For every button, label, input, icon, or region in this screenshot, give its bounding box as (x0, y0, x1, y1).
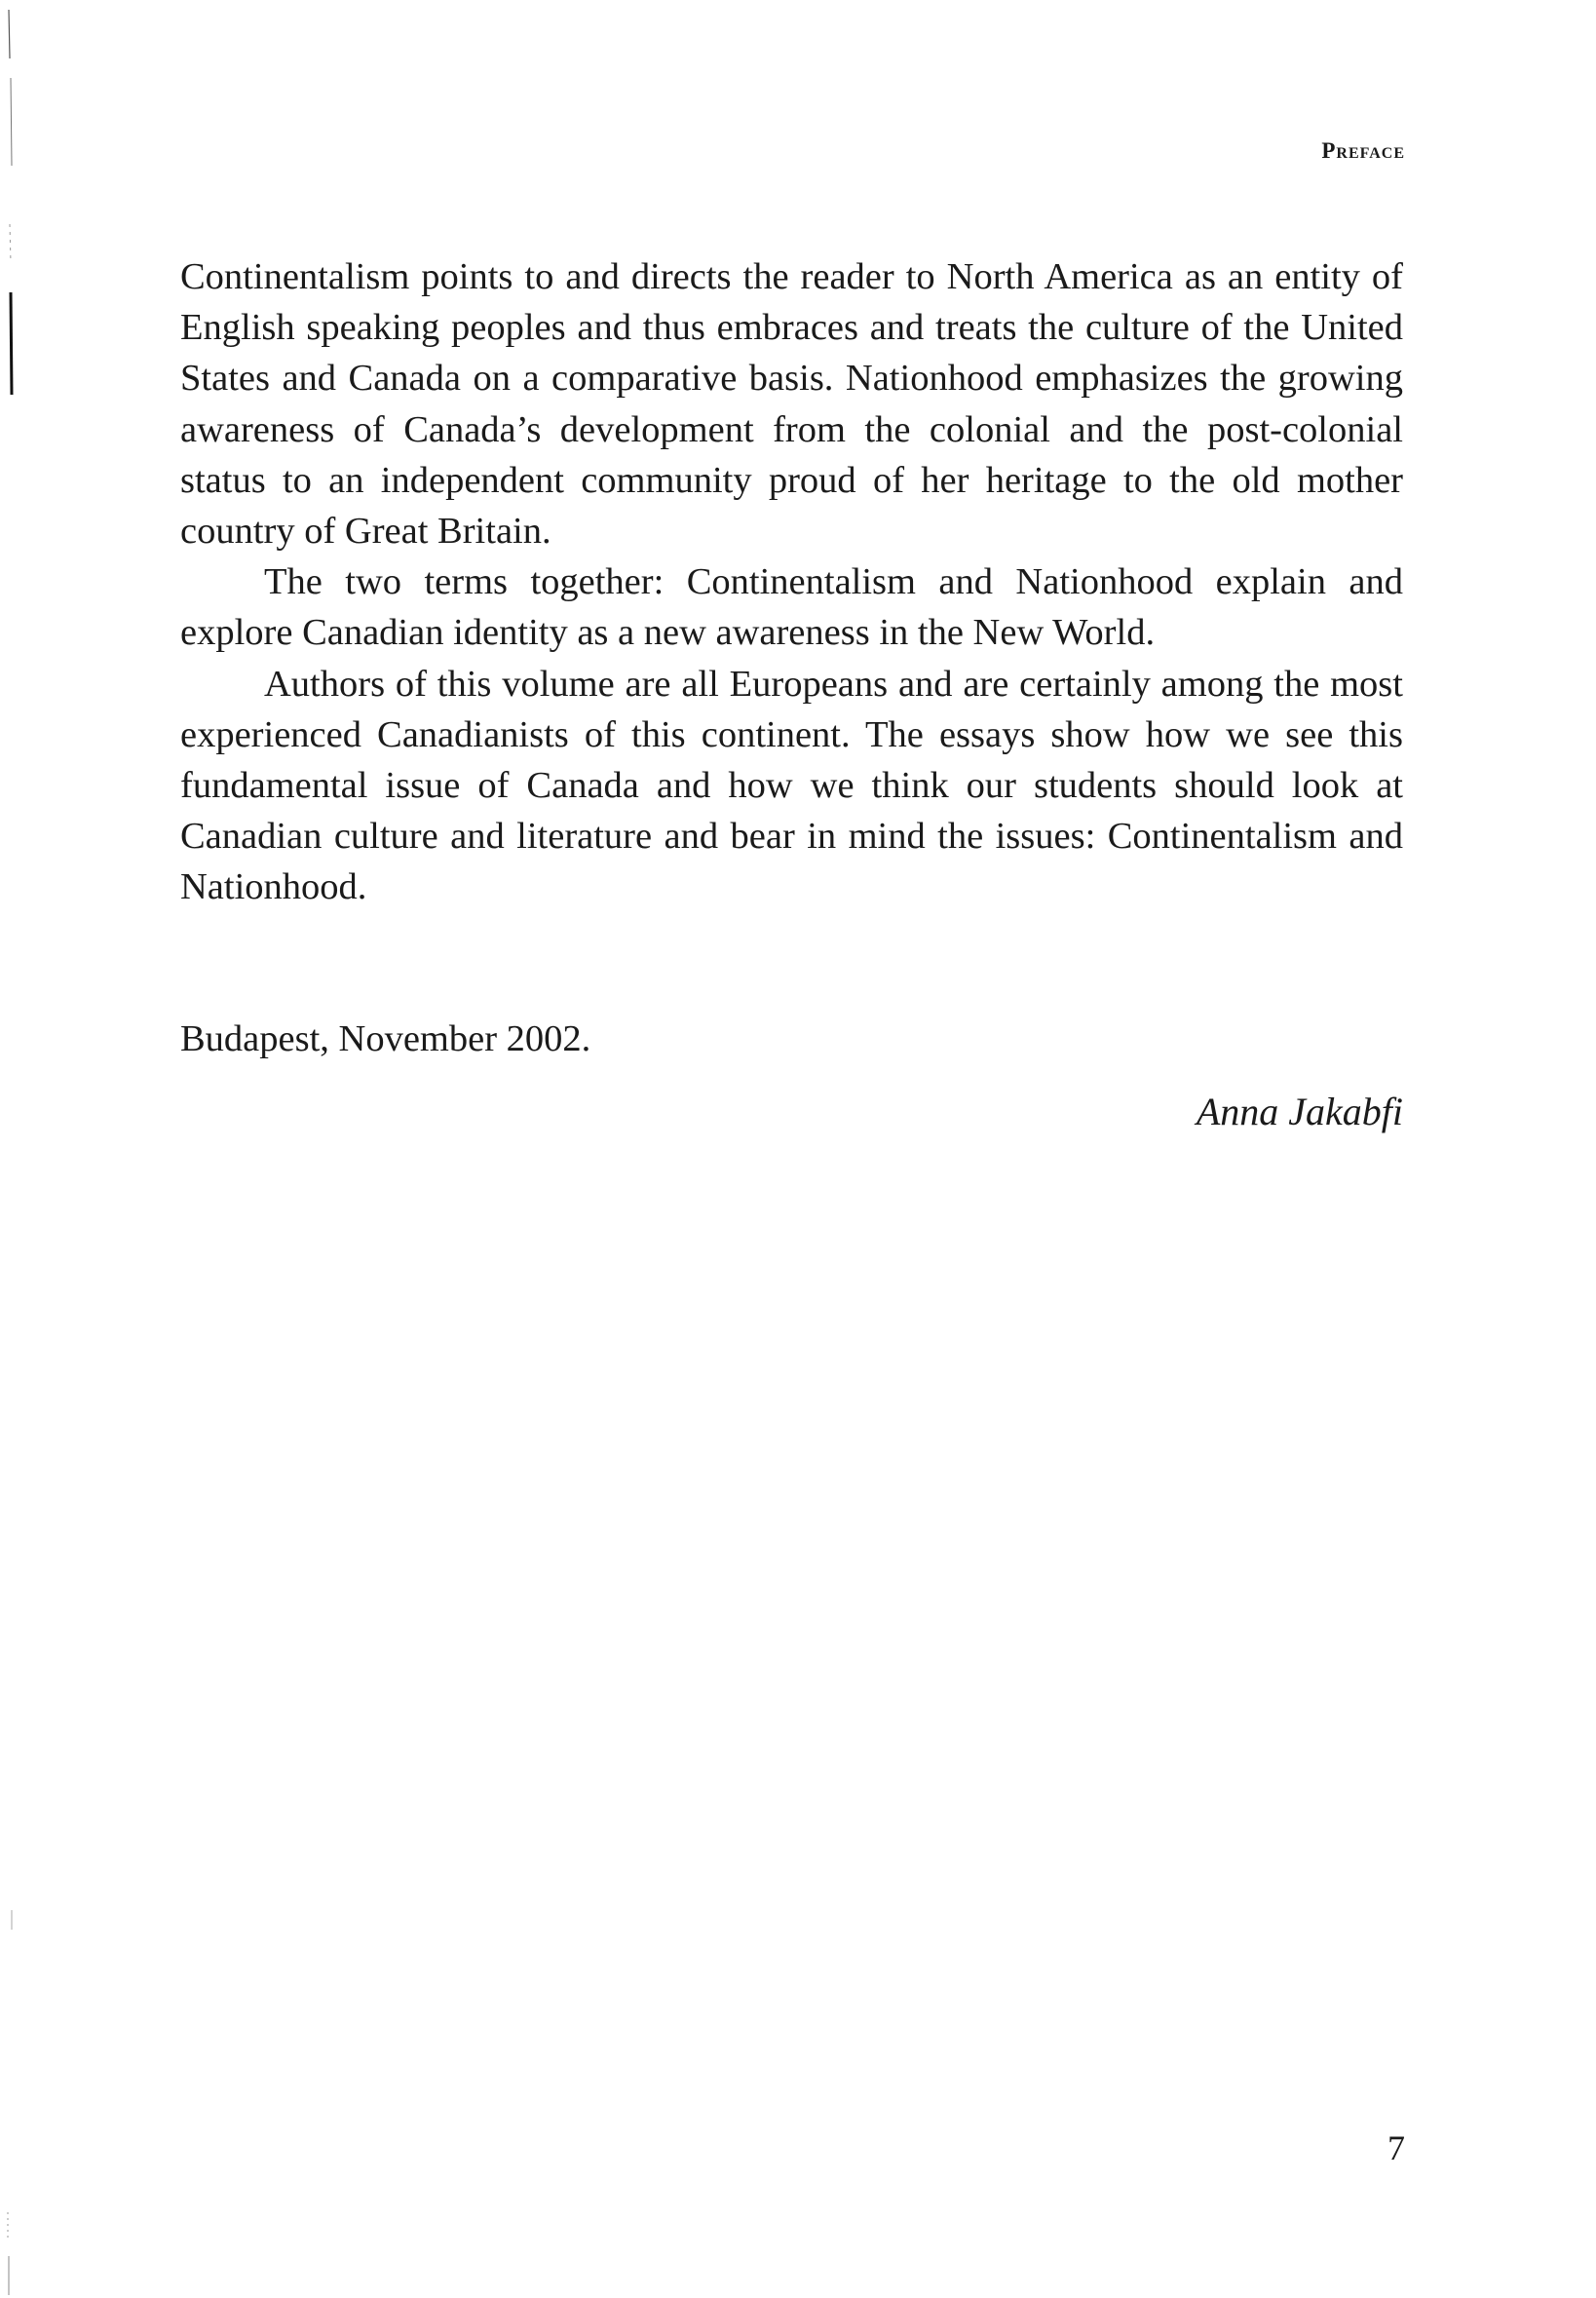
scan-margin-marks (0, 0, 29, 2298)
author-signature: Anna Jakabfi (1196, 1090, 1403, 1133)
paragraph-1: Continentalism points to and directs the reader to North America as an entity of English speaking peoples and thus embraces and treats the culture of the United States and Canada on a comparative basis. Nationhood emphasizes the growing awareness of Canada’s development from the colonial and the post-colonial status to an independent community proud of her heritage to the old mother country of Great Britain. (180, 256, 1403, 553)
dateline: Budapest, November 2002. (180, 1018, 591, 1059)
paragraph-2: The two terms together: Continentalism and Nationhood explain and explore Canadian identity as a new awareness in the New World. (180, 561, 1403, 654)
page-number: 7 (1387, 2128, 1405, 2167)
preface-body (180, 251, 1403, 913)
running-head: Preface (1321, 138, 1405, 163)
paragraph-3: Authors of this volume are all Europeans and are certainly among the most experienced Canadianists of this continent. The essays show how we see this fundamental issue of Canada and how we think our students should look at Canadian culture and literature and bear in mind the issues: Continentalism and Nationhood. (180, 663, 1403, 908)
